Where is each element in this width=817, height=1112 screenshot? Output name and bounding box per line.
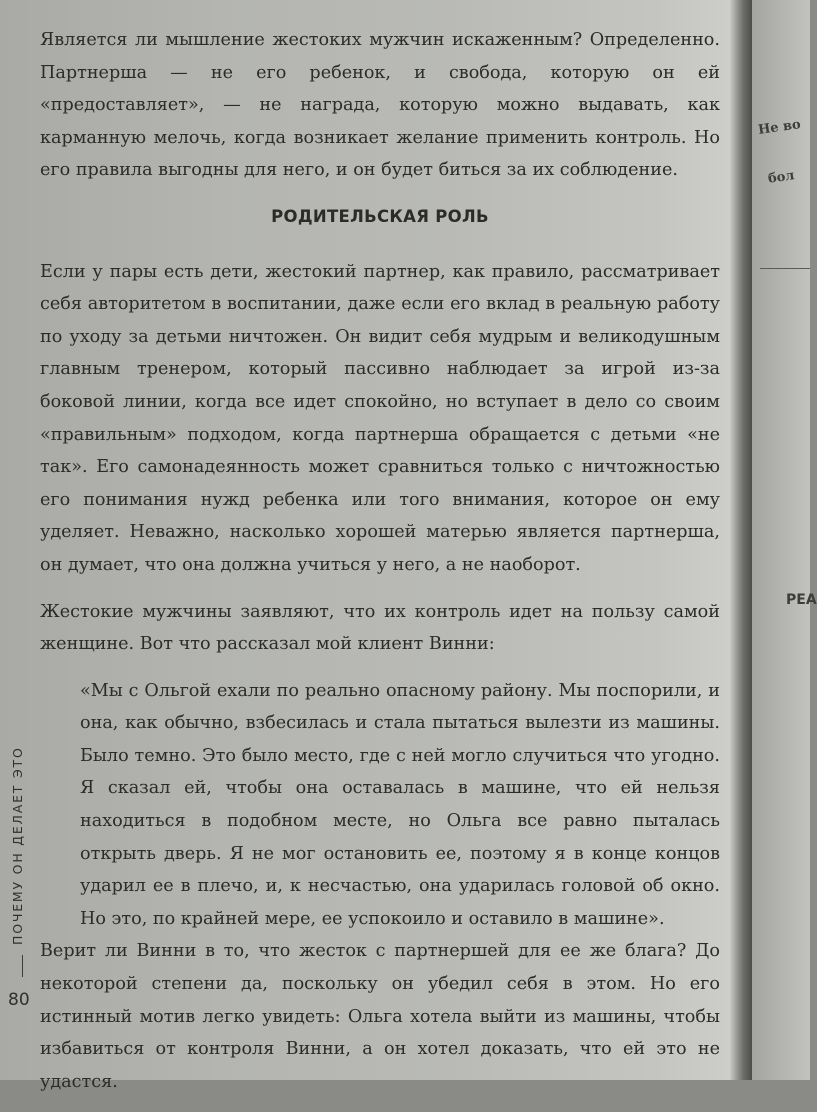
book-gutter [730, 0, 752, 1080]
facing-page-fragment: Не во [757, 117, 802, 138]
facing-page-fragment: бол [767, 168, 796, 187]
running-head-rule [22, 955, 23, 977]
section-heading: РОДИТЕЛЬСКАЯ РОЛЬ [271, 206, 489, 226]
running-head: ПОЧЕМУ ОН ДЕЛАЕТ ЭТО [10, 746, 25, 945]
body-text [40, 24, 720, 1112]
paragraph-2: Если у пары есть дети, жестокий партнер, как правило, рассматривает себя авторитетом в воспитании, даже если его вклад в реальную работу по уходу за детьми ничтожен. Он видит себя мудрым и великодушным главным тренером, который пассивно наблюдает за игрой из-за боковой линии, когда все идет спокойно, но вступает в дело со своим «правильным» подходом, когда партнерша обращается с детьми «не так». Его самонадеянность может сравниться только с ничтожностью его понимания нужд ребенка или того внимания, которое он ему уделяет. Неважно, насколько хорошей матерью является партнерша, он думает, что она должна учиться у него, а не наоборот. [40, 261, 720, 575]
paragraph-3: Жестокие мужчины заявляют, что их контроль идет на пользу самой женщине. Вот что рассказал мой клиент Винни: [40, 601, 720, 655]
paragraph-1: Является ли мышление жестоких мужчин искаженным? Определенно. Партнерша — не его ребенок, и свобода, которую он ей «предоставляет», — не награда, которую можно выдавать, как карманную мелочь, когда возникает желание применить контроль. Но его правила выгодны для него, и он будет биться за их соблюдение. [40, 30, 720, 181]
block-quote: «Мы с Ольгой ехали по реально опасному району. Мы поспорили, и она, как обычно, взбесилась и стала пытаться вылезти из машины. Было темно. Это было место, где с ней могло случиться что угодно. Я сказал ей, чтобы она оставалась в машине, что ей нельзя находиться в подобном месте, но Ольга все равно пыталась открыть дверь. Я не мог остановить ее, поэтому я в конце концов ударил ее в плечо, и, к несчастью, она ударилась головой об окно. Но это, по крайней мере, ее успокоило и оставило в машине». [80, 680, 720, 929]
facing-page-edge [752, 0, 817, 1080]
facing-page-rule [760, 268, 810, 269]
page-number: 80 [8, 990, 30, 1010]
facing-page-fragment: РЕА [786, 592, 817, 608]
paragraph-5: Верит ли Винни в то, что жесток с партнершей для ее же блага? До некоторой степени да, поскольку он убедил себя в этом. Но его истинный мотив легко увидеть: Ольга хотела выйти из машины, чтобы избавиться от контроля Винни, а он хотел доказать, что ей это не удастся. [40, 941, 720, 1092]
